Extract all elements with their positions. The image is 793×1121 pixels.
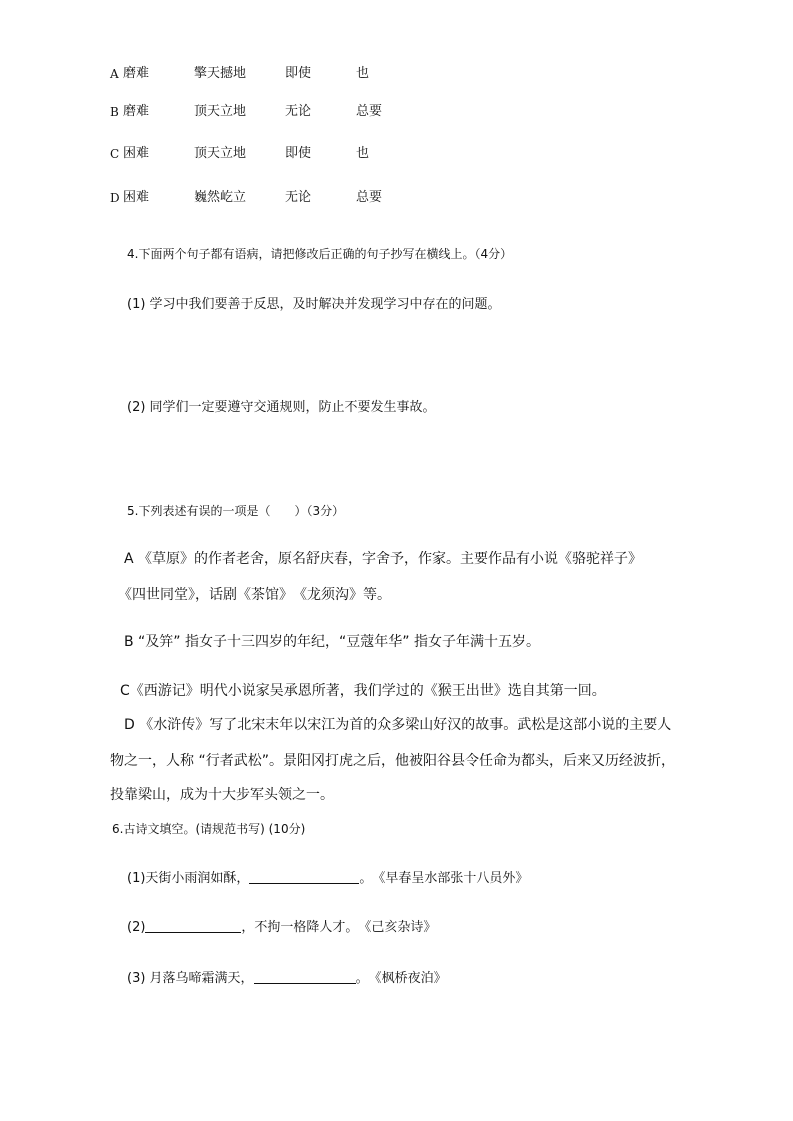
poem-line-1-prefix: (1)天街小雨润如酥， — [127, 871, 250, 886]
option-word-4: 也 — [356, 146, 370, 161]
question-5-option-a-line-1: A 《草原》的作者老舍，原名舒庆春，字舍予，作家。主要作品有小说《骆驼祥子》 — [124, 551, 643, 567]
option-word-3: 即使 — [285, 66, 312, 81]
poem-line-1-suffix: 。 《早春呈水部张十八员外》 — [359, 871, 529, 886]
poem-line-3 — [127, 972, 447, 985]
option-word-2: 顶天立地 — [194, 104, 247, 119]
poem-line-2-prefix: (2) — [127, 920, 146, 935]
option-word-1: 磨难 — [123, 104, 150, 119]
option-letter: B — [110, 105, 119, 119]
question-6-title: 6.古诗文填空。(请规范书写) (10分) — [112, 822, 306, 836]
question-5-title: 5.下列表述有误的一项是（ ）（3分） — [127, 504, 345, 518]
question-4-sentence-2: (2) 同学们一定要遵守交通规则，防止不要发生事故。 — [127, 400, 436, 415]
question-5-option-c: C《西游记》明代小说家吴承恩所著，我们学过的《猴王出世》选自其第一回。 — [120, 683, 606, 699]
option-letter: C — [110, 147, 120, 161]
poem-line-3-prefix: (3) 月落乌啼霜满天， — [127, 971, 254, 986]
option-word-2: 顶天立地 — [194, 146, 247, 161]
option-word-1: 困难 — [123, 190, 150, 205]
poem-line-2-suffix: ，不拘一格降人才。 《己亥杂诗》 — [241, 920, 437, 935]
option-word-4: 也 — [356, 66, 370, 81]
question-4-sentence-1: (1) 学习中我们要善于反思，及时解决并发现学习中存在的问题。 — [127, 297, 501, 312]
option-word-4: 总要 — [356, 104, 383, 119]
option-word-3: 即使 — [285, 146, 312, 161]
poem-line-3-suffix: 。 《枫桥夜泊》 — [355, 971, 447, 986]
option-word-1: 困难 — [123, 146, 150, 161]
answer-blank-2[interactable] — [145, 931, 241, 933]
option-letter: D — [110, 191, 120, 205]
option-word-2: 巍然屹立 — [194, 190, 247, 205]
poem-line-2 — [127, 921, 436, 934]
answer-blank-1[interactable] — [249, 882, 359, 884]
option-word-2: 擎天撼地 — [194, 66, 247, 81]
question-5-option-d-line-3: 投靠梁山，成为十大步军头领之一。 — [110, 787, 334, 803]
answer-blank-3[interactable] — [254, 982, 356, 984]
question-5-option-a-line-2: 《四世同堂》，话剧《茶馆》 《龙须沟》等。 — [118, 587, 391, 603]
option-letter: A — [110, 67, 119, 81]
question-4-title: 4.下面两个句子都有语病，请把修改后正确的句子抄写在横线上。（4分） — [127, 247, 513, 261]
option-word-3: 无论 — [285, 104, 312, 119]
option-word-4: 总要 — [356, 190, 383, 205]
poem-line-1 — [127, 872, 528, 885]
question-5-option-d-line-2: 物之一，人称 “行者武松”。景阳冈打虎之后，他被阳谷县令任命为都头，后来又历经波折， — [110, 753, 675, 769]
question-5-option-d-line-1: D 《水浒传》写了北宋末年以宋江为首的众多梁山好汉的故事。武松是这部小说的主要人 — [124, 717, 672, 733]
option-word-1: 磨难 — [123, 66, 150, 81]
question-5-option-b: B “及笄” 指女子十三四岁的年纪，“豆蔻年华” 指女子年满十五岁。 — [124, 634, 540, 650]
option-word-3: 无论 — [285, 190, 312, 205]
